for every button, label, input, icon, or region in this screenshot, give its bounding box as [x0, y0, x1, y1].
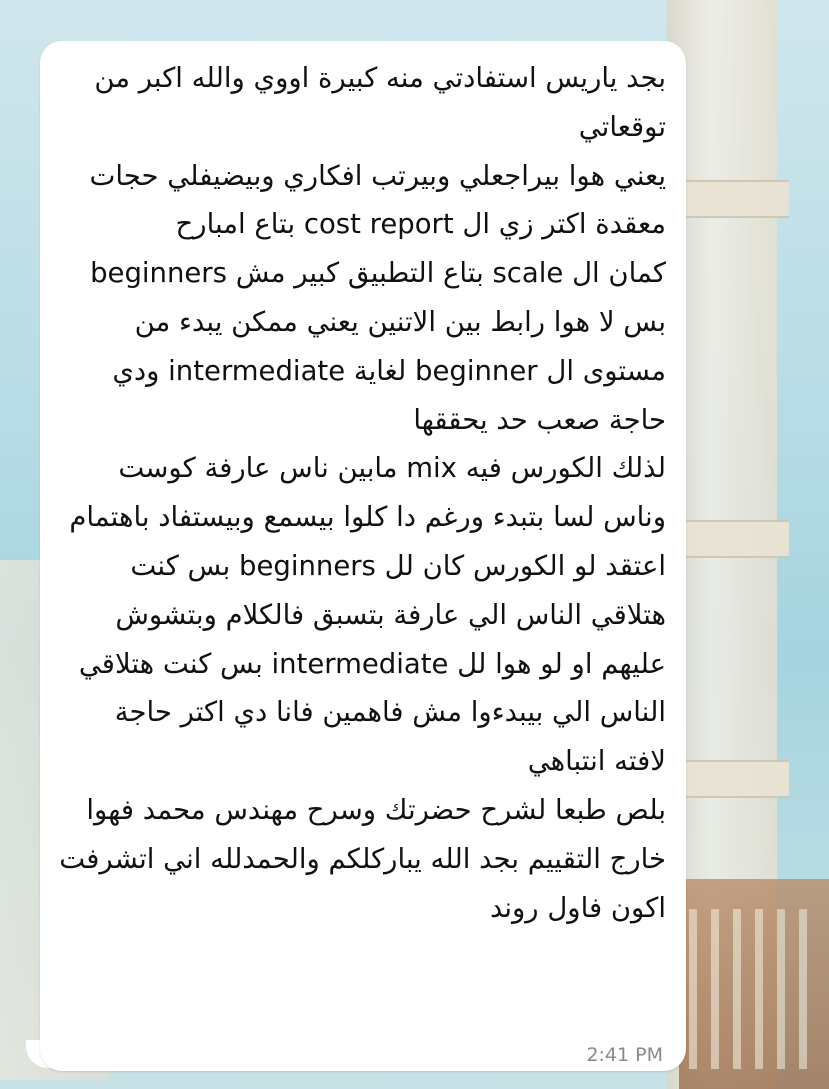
message-paragraph: اعتقد لو الكورس كان لل beginners بس كنت هتلاقي الناس الي عارفة بتسبق فالكلام وبتشوش عليهم او لو هوا لل intermediate بس كنت هتلاقي الناس الي بيبدءوا مش فاهمين فانا دي اكتر حاجة لافته انتباهي	[78, 549, 666, 778]
building-background	[679, 879, 829, 1089]
message-paragraph: يعني هوا بيراجعلي وبيرتب افكاري وبيضيفلي حجات معقدة اكتر زي ال cost report بتاع امبارح	[89, 159, 666, 241]
message-paragraph: بجد ياريس استفادتي منه كبيرة اووي والله اكبر من توقعاتي	[94, 62, 666, 143]
message-paragraph: بلص طبعا لشرح حضرتك وسرح مهندس محمد فهوا خارج التقييم بجد الله يباركلكم والحمدلله اني اتشرفت اكون فاول روند	[59, 793, 666, 924]
message-timestamp: 2:41 PM	[586, 1044, 663, 1066]
message-paragraph: كمان ال scale بتاع التطبيق كبير مش beginners بس لا هوا رابط بين الاتنين يعني ممكن يبدء من مستوى ال beginner لغاية intermediate ودي حاجة صعب حد يحققها	[90, 257, 666, 436]
message-text	[56, 54, 666, 932]
message-paragraph: لذلك الكورس فيه mix مابين ناس عارفة كوست وناس لسا بتبدء ورغم دا كلوا بيسمع وبيستفاد باهتمام	[69, 452, 666, 534]
